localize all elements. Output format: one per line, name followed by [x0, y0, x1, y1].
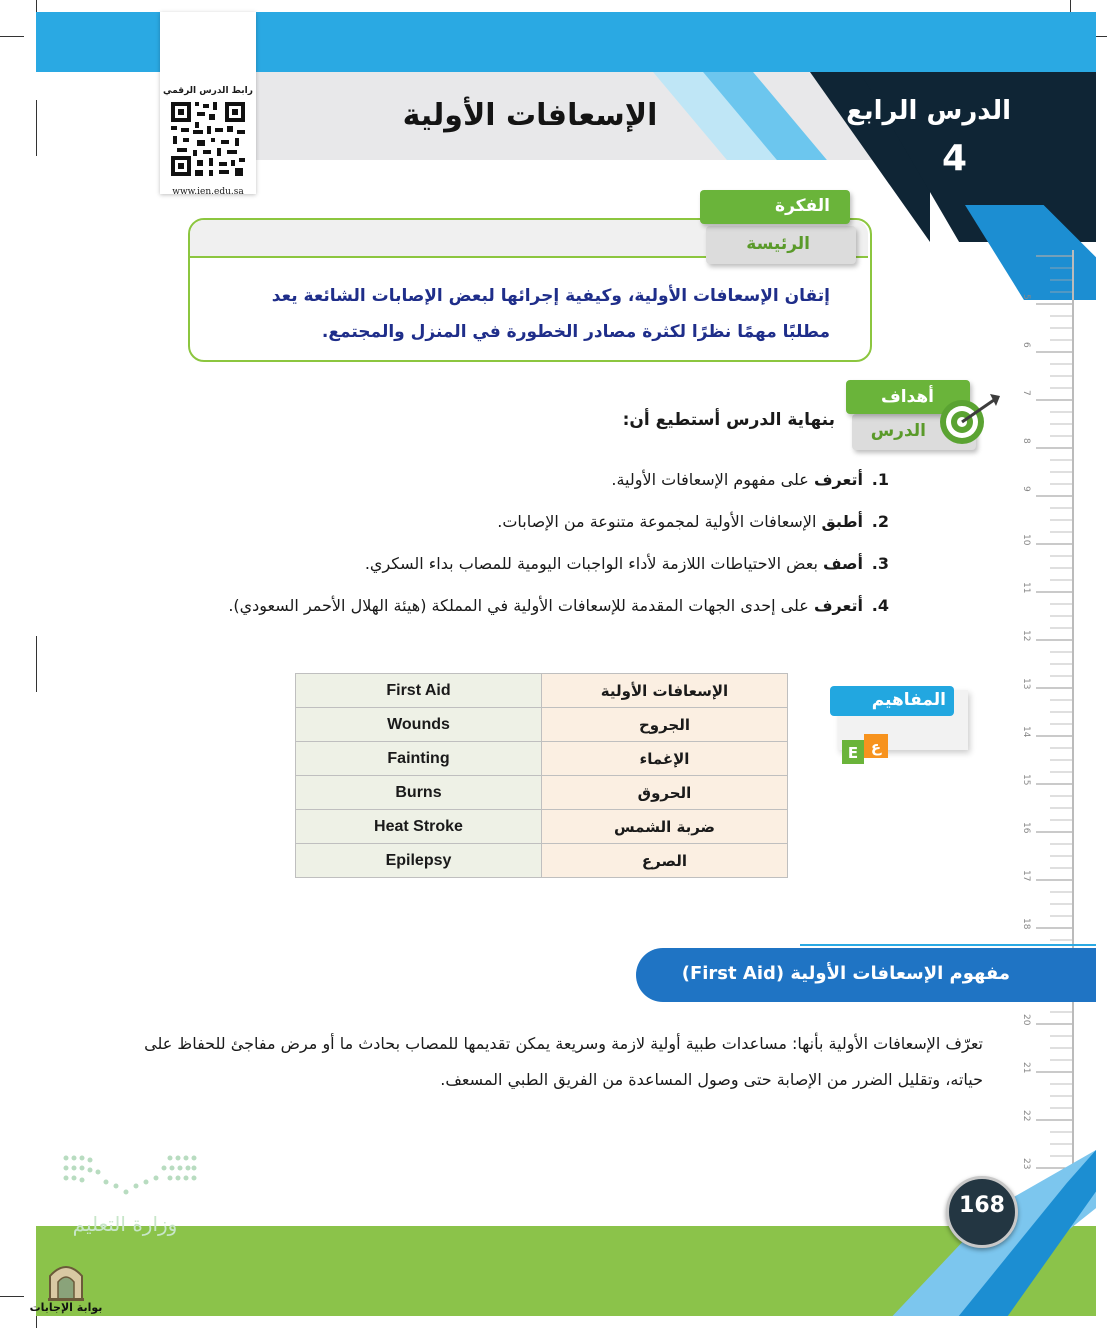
- ruler-number: 6: [1021, 342, 1031, 348]
- term-en: Heat Stroke: [296, 810, 542, 844]
- objective-text: على مفهوم الإسعافات الأولية.: [611, 470, 814, 489]
- ruler-number: 10: [1021, 534, 1031, 546]
- ruler-number: 21: [1021, 1062, 1031, 1074]
- ministry-logo-icon: [60, 1152, 200, 1202]
- ruler-number: 12: [1021, 630, 1031, 642]
- crop-mark: [0, 1296, 24, 1297]
- main-idea-text: إتقان الإسعافات الأولية، وكيفية إجرائها لبعض الإصابات الشائعة يعد مطلبًا مهمًا نظرًا لكثرة مصادر الخطورة في المنزل والمجتمع.: [271, 286, 830, 342]
- table-row: [296, 810, 788, 844]
- page-title: الإسعافات الأولية: [402, 98, 658, 133]
- concepts-table: [295, 673, 788, 878]
- definition-text: تعرّف الإسعافات الأولية بأنها: مساعدات طبية أولية لازمة وسريعة يمكن تقديمها للمصاب بحادث ما أو مرض مفاجئ للحفاظ على حياته، وتقليل الضرر من الإصابة حتى وصول المساعدة من الفريق الطبي المسعف.: [144, 1034, 983, 1089]
- objective-text: الإسعافات الأولية لمجموعة متنوعة من الإصابات.: [497, 512, 822, 531]
- term-ar: الإغماء: [542, 742, 788, 776]
- concepts-label: المفاهيم: [871, 690, 946, 710]
- ruler-number: 18: [1021, 918, 1031, 930]
- ruler-number: 20: [1021, 1014, 1031, 1026]
- ruler-number: 5: [1021, 294, 1031, 300]
- lesson-number: 4: [941, 138, 967, 179]
- main-idea-label-1: الفكرة: [775, 196, 830, 216]
- objective-item: [189, 596, 889, 638]
- target-icon: [938, 390, 1000, 446]
- crop-mark: [36, 100, 37, 156]
- term-ar: الجروح: [542, 708, 788, 742]
- objectives-label-1: أهداف: [880, 387, 934, 407]
- ruler-number: 22: [1021, 1110, 1031, 1122]
- objective-verb: أتعرف: [813, 470, 863, 489]
- ruler-number: 7: [1021, 390, 1031, 396]
- section-line: [800, 944, 1096, 946]
- objectives-intro: بنهاية الدرس أستطيع أن:: [622, 410, 835, 430]
- ruler-number: 8: [1021, 438, 1031, 444]
- term-en: Epilepsy: [296, 844, 542, 878]
- portal-text: بوابة الإجابات: [29, 1301, 103, 1314]
- objective-verb: أطبق: [821, 512, 863, 531]
- term-en: First Aid: [296, 674, 542, 708]
- table-row: [296, 844, 788, 878]
- term-ar: الإسعافات الأولية: [542, 674, 788, 708]
- objectives-label-2: الدرس: [870, 421, 926, 441]
- objective-number: 2.: [871, 512, 889, 531]
- objective-item: [189, 512, 889, 554]
- objective-item: [189, 470, 889, 512]
- ministry-text: وزارة التعليم: [72, 1212, 178, 1236]
- ruler-number: 17: [1021, 870, 1031, 882]
- ruler-number: 23: [1021, 1158, 1031, 1170]
- objective-number: 4.: [871, 596, 889, 615]
- qr-card[interactable]: [160, 12, 256, 197]
- ruler-number: 15: [1021, 774, 1031, 786]
- main-idea-label-2: الرئيسة: [746, 234, 810, 254]
- section-title: مفهوم الإسعافات الأولية (First Aid): [681, 963, 1010, 984]
- portal-logo-icon: [44, 1258, 88, 1302]
- crop-mark: [36, 636, 37, 692]
- term-en: Wounds: [296, 708, 542, 742]
- objective-verb: أصف: [823, 554, 863, 573]
- language-icon-letter-en: E: [847, 744, 859, 762]
- ruler-number: 14: [1021, 726, 1031, 738]
- term-en: Fainting: [296, 742, 542, 776]
- qr-code-icon[interactable]: [169, 100, 247, 188]
- objective-text: بعض الاحتياطات اللازمة لأداء الواجبات اليومية للمصاب بداء السكري.: [364, 554, 823, 573]
- ruler-number: 9: [1021, 486, 1031, 492]
- language-icon-letter-ar: ع: [870, 738, 882, 756]
- qr-url[interactable]: www.ien.edu.sa: [172, 187, 244, 197]
- objectives-list: [189, 470, 889, 638]
- page-number: 168: [959, 1193, 1005, 1218]
- term-en: Burns: [296, 776, 542, 810]
- table-row: [296, 742, 788, 776]
- term-ar: ضربة الشمس: [542, 810, 788, 844]
- crop-mark: [0, 36, 24, 37]
- objective-number: 3.: [871, 554, 889, 573]
- objective-number: 1.: [871, 470, 889, 489]
- language-icon: [842, 732, 896, 766]
- table-row: [296, 776, 788, 810]
- table-row: [296, 674, 788, 708]
- table-row: [296, 708, 788, 742]
- ruler-number: 13: [1021, 678, 1031, 690]
- ruler-number: 16: [1021, 822, 1031, 834]
- objective-text: على إحدى الجهات المقدمة للإسعافات الأولية في المملكة (هيئة الهلال الأحمر السعودي).: [228, 596, 814, 615]
- term-ar: الصرع: [542, 844, 788, 878]
- qr-label: رابط الدرس الرقمي: [163, 86, 253, 96]
- objective-item: [189, 554, 889, 596]
- crop-mark: [36, 1316, 37, 1328]
- lesson-label: الدرس الرابع: [846, 96, 1011, 126]
- ruler: [1016, 250, 1074, 1180]
- term-ar: الحروق: [542, 776, 788, 810]
- objective-verb: أتعرف: [813, 596, 863, 615]
- ruler-number: 11: [1021, 582, 1031, 594]
